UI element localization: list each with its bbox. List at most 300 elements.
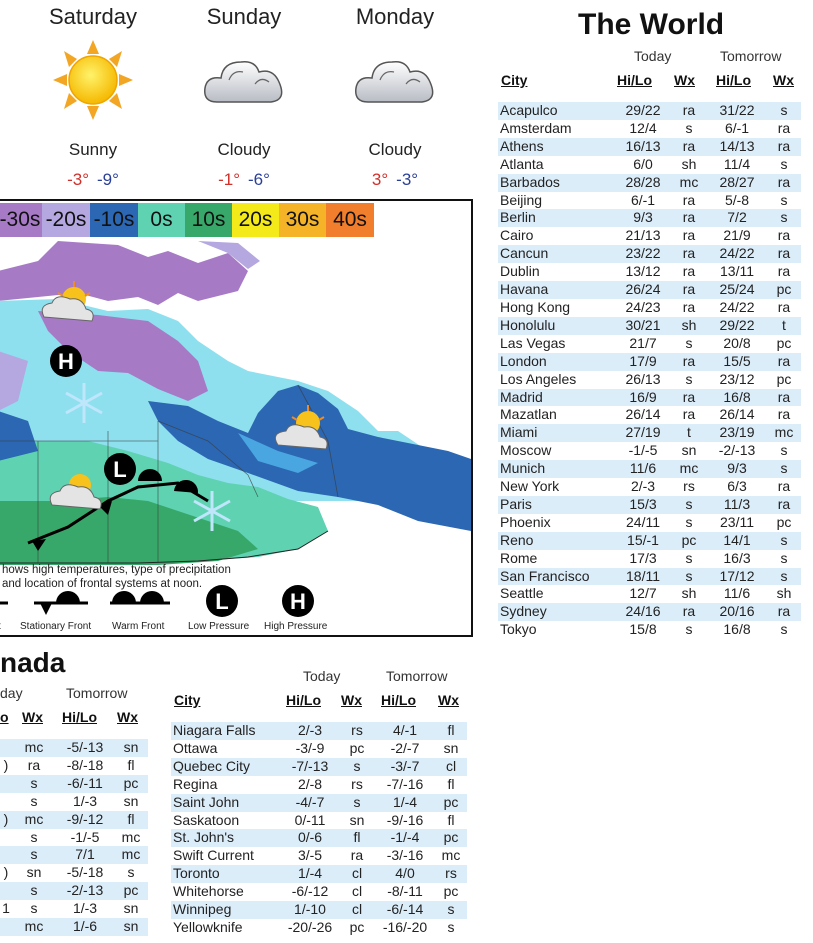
table-row xyxy=(0,846,148,864)
table-row xyxy=(498,603,801,621)
svg-text:L: L xyxy=(113,457,127,482)
table-cell: ra xyxy=(671,353,707,371)
table-cell: 29/22 xyxy=(707,317,767,335)
table-cell: Paris xyxy=(498,496,615,514)
table-row xyxy=(498,532,801,550)
map-key-symbols xyxy=(0,585,471,621)
table-cell: 15/5 xyxy=(707,353,767,371)
table-cell: sn xyxy=(443,739,459,756)
table-cell: fl xyxy=(339,829,375,847)
table-cell: s xyxy=(767,102,801,120)
table-cell: -2/-13 xyxy=(718,442,756,459)
table-cell: 6/0 xyxy=(633,155,653,172)
table-cell: mc xyxy=(12,811,56,829)
table-cell: 25/24 xyxy=(707,281,767,299)
table-cell: s xyxy=(767,568,801,586)
table-cell: -9/-16 xyxy=(386,811,424,828)
table-cell: 16/9 xyxy=(615,389,671,407)
table-cell: 9/3 xyxy=(615,209,671,227)
table-cell: 31/22 xyxy=(707,102,767,120)
table-row xyxy=(171,740,467,758)
table-cell: Mazatlan xyxy=(500,406,557,423)
table-cell: s xyxy=(671,568,707,586)
table-cell: 27/19 xyxy=(615,424,671,442)
table-cell: 1 xyxy=(2,900,10,917)
table-cell: s xyxy=(12,846,56,864)
table-row xyxy=(171,883,467,901)
table-row xyxy=(0,918,148,936)
table-cell: -5/-18 xyxy=(66,864,104,881)
table-cell: Reno xyxy=(498,532,615,550)
table-cell: 26/13 xyxy=(625,370,661,387)
table-cell: s xyxy=(435,901,467,919)
world-wx2-header: Wx xyxy=(773,72,794,88)
table-cell: 0/-11 xyxy=(294,811,326,828)
table-cell: pc xyxy=(114,882,148,900)
table-cell: 17/9 xyxy=(615,353,671,371)
canada-wx2-header: Wx xyxy=(438,692,459,708)
table-cell: 15/8 xyxy=(629,621,657,638)
table-cell: ra xyxy=(777,478,791,495)
table-cell: -8/-18 xyxy=(66,756,104,773)
forecast-high: -1° xyxy=(218,170,240,189)
table-cell: 30/21 xyxy=(615,317,671,335)
table-row xyxy=(171,919,467,937)
forecast-day-name: Saturday xyxy=(48,4,138,29)
table-cell: Berlin xyxy=(498,209,615,227)
table-cell: Ottawa xyxy=(173,739,218,756)
canada-title: nada xyxy=(0,647,66,678)
table-cell: 16/3 xyxy=(723,549,751,566)
table-cell: sn xyxy=(123,900,139,917)
table-cell: pc xyxy=(776,334,792,351)
table-cell: mc xyxy=(12,739,56,757)
table-cell: Saskatoon xyxy=(173,811,240,828)
table-cell: ra xyxy=(682,227,696,244)
forecast-sunday xyxy=(174,4,314,190)
table-cell: 13/11 xyxy=(720,263,754,280)
table-cell: ra xyxy=(671,603,707,621)
table-row xyxy=(498,424,801,442)
table-cell: ra xyxy=(777,119,791,136)
table-cell: 15/-1 xyxy=(615,532,671,550)
table-cell: 24/11 xyxy=(626,513,660,530)
table-cell: ra xyxy=(682,263,696,280)
table-cell: Dublin xyxy=(500,263,540,280)
table-cell: mc xyxy=(114,846,148,864)
table-cell: Beijing xyxy=(500,191,543,208)
table-row xyxy=(498,102,801,120)
table-row xyxy=(0,900,148,918)
table-cell: 14/13 xyxy=(707,138,767,156)
table-row xyxy=(171,865,467,883)
world-hilo2-header: Hi/Lo xyxy=(716,72,751,88)
table-cell: sh xyxy=(671,317,707,335)
table-cell: -7/-13 xyxy=(281,758,339,776)
table-row xyxy=(171,901,467,919)
map-caption-line: hows high temperatures, type of precipitation xyxy=(2,564,231,576)
table-cell: rs xyxy=(435,865,467,883)
table-cell: 12/4 xyxy=(629,119,657,136)
table-cell: 6/-1 xyxy=(630,191,656,208)
table-cell: t xyxy=(671,424,707,442)
table-cell: s xyxy=(12,882,56,900)
table-row xyxy=(0,829,148,847)
table-row xyxy=(498,514,801,532)
legend-item: 40s xyxy=(326,203,374,237)
table-cell: 5/-8 xyxy=(724,191,750,208)
table-cell: ra xyxy=(767,138,801,156)
table-cell: 6/3 xyxy=(727,478,747,495)
table-cell: pc xyxy=(435,794,467,812)
table-cell: pc xyxy=(114,775,148,793)
table-cell: pc xyxy=(671,532,707,550)
table-cell: fl xyxy=(447,775,455,792)
forecast-low: -3° xyxy=(396,170,419,189)
table-cell xyxy=(0,882,12,900)
table-cell xyxy=(0,918,12,936)
forecast-low: -6° xyxy=(248,170,270,189)
low-pressure-label: Low Pressure xyxy=(188,621,250,632)
table-row xyxy=(0,775,148,793)
table-cell: 15/3 xyxy=(615,496,671,514)
svg-text:H: H xyxy=(58,349,74,374)
table-row xyxy=(171,758,467,776)
table-cell: -2/-13 xyxy=(56,882,114,900)
table-cell: ra xyxy=(671,102,707,120)
table-cell: 18/11 xyxy=(615,568,671,586)
table-row xyxy=(498,209,801,227)
table-cell: 2/-8 xyxy=(297,775,323,792)
table-cell: Cancun xyxy=(498,245,615,263)
table-row xyxy=(498,406,801,424)
table-cell: mc xyxy=(441,847,461,864)
table-row xyxy=(171,776,467,794)
table-cell: 0/-6 xyxy=(281,829,339,847)
cold-front-label xyxy=(0,621,1,632)
table-cell: ra xyxy=(777,263,791,280)
table-row xyxy=(498,174,801,192)
table-cell: -6/-14 xyxy=(375,901,435,919)
canada-right-table xyxy=(171,722,467,937)
table-cell: Los Angeles xyxy=(500,370,577,387)
table-cell: cl xyxy=(351,883,363,900)
table-cell: cl xyxy=(339,865,375,883)
table-cell: San Francisco xyxy=(498,568,615,586)
forecast-high: -3° xyxy=(67,170,89,189)
table-cell: 4/-1 xyxy=(375,722,435,740)
table-cell: Toronto xyxy=(171,865,281,883)
legend-item: -30s xyxy=(0,203,42,237)
table-cell: Niagara Falls xyxy=(171,722,281,740)
table-row xyxy=(498,460,801,478)
table-cell: rs xyxy=(339,722,375,740)
table-cell: -6/-11 xyxy=(56,775,114,793)
table-cell: 24/16 xyxy=(615,603,671,621)
table-cell: mc xyxy=(671,174,707,192)
table-row xyxy=(498,550,801,568)
table-cell: 11/3 xyxy=(707,496,767,514)
table-cell: Tokyo xyxy=(500,621,537,638)
table-cell: s xyxy=(780,191,788,208)
sun-icon xyxy=(48,40,138,120)
table-cell: s xyxy=(30,792,38,809)
table-cell: pc xyxy=(349,739,365,756)
world-title: The World xyxy=(578,8,725,41)
table-cell: 24/22 xyxy=(707,245,767,263)
table-row xyxy=(498,371,801,389)
table-row xyxy=(498,478,801,496)
table-cell: 23/22 xyxy=(615,245,671,263)
table-cell: ) xyxy=(0,811,12,829)
table-cell: 24/22 xyxy=(719,298,755,315)
forecast-saturday xyxy=(23,4,163,190)
table-cell: Las Vegas xyxy=(500,334,566,351)
table-cell: 23/11 xyxy=(720,513,754,530)
canada-hilo2-header: Hi/Lo xyxy=(381,692,416,708)
forecast-high: 3° xyxy=(371,170,389,189)
table-row xyxy=(498,496,801,514)
table-row xyxy=(498,621,801,639)
legend-item: 30s xyxy=(279,203,326,237)
table-cell: ra xyxy=(671,138,707,156)
table-cell: s xyxy=(671,496,707,514)
table-cell: 16/8 xyxy=(707,389,767,407)
table-cell xyxy=(0,739,12,757)
high-pressure-label: High Pressure xyxy=(264,621,328,632)
table-cell: ra xyxy=(767,603,801,621)
table-cell: s xyxy=(685,370,693,387)
table-row xyxy=(498,245,801,263)
table-cell: 12/7 xyxy=(629,585,657,602)
table-cell: sh xyxy=(776,585,792,602)
cloud-icon xyxy=(199,40,289,120)
table-cell: sh xyxy=(681,155,697,172)
table-cell: ra xyxy=(671,281,707,299)
canada-right-today: Today xyxy=(303,668,341,684)
table-cell xyxy=(0,793,12,811)
table-cell: Miami xyxy=(498,424,615,442)
table-cell: 1/-4 xyxy=(281,865,339,883)
table-cell: s xyxy=(30,900,38,917)
table-cell: 4/0 xyxy=(375,865,435,883)
table-cell: fl xyxy=(114,811,148,829)
table-cell: -1/-5 xyxy=(70,828,100,845)
table-cell: ra xyxy=(777,227,791,244)
table-cell: -16/-20 xyxy=(382,918,428,935)
canada-weather-map xyxy=(0,199,473,637)
table-cell: pc xyxy=(776,370,792,387)
table-cell: 26/14 xyxy=(625,406,661,423)
table-cell: 23/12 xyxy=(719,370,755,387)
table-cell: s xyxy=(12,775,56,793)
table-cell: ra xyxy=(682,406,696,423)
canada-city-header: City xyxy=(174,692,201,708)
table-cell: mc xyxy=(12,918,56,936)
table-cell: 7/1 xyxy=(56,846,114,864)
table-cell: 1/-4 xyxy=(375,794,435,812)
table-cell: Havana xyxy=(498,281,615,299)
forecast-day-name: Monday xyxy=(355,4,435,29)
table-cell: s xyxy=(685,119,693,136)
table-cell: 11/6 xyxy=(723,585,751,602)
svg-text:H: H xyxy=(290,589,306,614)
table-cell: sn xyxy=(26,864,42,881)
table-cell: Seattle xyxy=(500,585,544,602)
table-cell: 17/12 xyxy=(707,568,767,586)
canada-left-wx-header: Wx xyxy=(22,709,43,725)
table-cell: -2/-7 xyxy=(390,739,420,756)
table-cell: s xyxy=(685,513,693,530)
table-cell: 11/6 xyxy=(615,460,671,478)
table-cell: s xyxy=(447,918,455,935)
table-row xyxy=(171,794,467,812)
stationary-front-label: Stationary Front xyxy=(20,621,92,632)
table-cell: s xyxy=(780,621,788,638)
world-today-header: Today xyxy=(634,48,672,64)
canada-hilo-header: Hi/Lo xyxy=(286,692,321,708)
table-cell: Athens xyxy=(498,138,615,156)
table-cell: 29/22 xyxy=(615,102,671,120)
table-cell: s xyxy=(339,794,375,812)
canada-left-today: day xyxy=(0,685,23,701)
table-row xyxy=(0,757,148,775)
table-cell: 24/23 xyxy=(625,298,661,315)
legend-item: 20s xyxy=(232,203,279,237)
table-cell: -5/-13 xyxy=(56,739,114,757)
table-cell: -4/-7 xyxy=(281,794,339,812)
canada-right-tomorrow: Tomorrow xyxy=(386,668,448,684)
forecast-day-name: Sunday xyxy=(206,4,282,29)
table-row xyxy=(498,585,801,603)
table-cell: 21/13 xyxy=(625,227,661,244)
table-cell: 1/-3 xyxy=(72,792,98,809)
table-row xyxy=(0,793,148,811)
table-cell: Phoenix xyxy=(500,513,551,530)
legend-item: -10s xyxy=(90,203,138,237)
table-cell: sh xyxy=(681,585,697,602)
table-cell: ) xyxy=(3,756,9,773)
table-cell: Swift Current xyxy=(173,847,254,864)
table-cell: 21/7 xyxy=(629,334,657,351)
canada-left-wx2-header: Wx xyxy=(117,709,138,725)
table-cell: sn xyxy=(114,739,148,757)
table-cell: ra xyxy=(682,298,696,315)
table-row xyxy=(498,281,801,299)
table-cell: Moscow xyxy=(500,442,552,459)
table-row xyxy=(171,829,467,847)
table-cell: 2/-3 xyxy=(281,722,339,740)
table-cell: sn xyxy=(114,918,148,936)
table-cell: 6/-1 xyxy=(724,119,750,136)
table-cell: mc xyxy=(767,424,801,442)
forecast-monday xyxy=(325,4,465,190)
table-cell: St. John's xyxy=(171,829,281,847)
table-cell: 17/3 xyxy=(629,549,657,566)
table-cell: s xyxy=(780,549,788,566)
world-tomorrow-header: Tomorrow xyxy=(720,48,782,64)
table-cell: ra xyxy=(350,847,364,864)
table-cell: s xyxy=(767,532,801,550)
table-cell: Whitehorse xyxy=(173,883,244,900)
table-cell: Cairo xyxy=(500,227,534,244)
table-cell: s xyxy=(780,442,788,459)
table-cell: rs xyxy=(683,478,695,495)
table-cell: fl xyxy=(127,756,135,773)
canada-left-table xyxy=(0,739,148,936)
table-cell: s xyxy=(780,155,788,172)
world-city-header: City xyxy=(501,72,528,88)
table-cell: 1/-10 xyxy=(281,901,339,919)
table-cell: -6/-12 xyxy=(291,883,329,900)
table-cell: ) xyxy=(3,864,9,881)
table-cell: sn xyxy=(681,442,697,459)
table-cell: ra xyxy=(671,245,707,263)
table-cell: Hong Kong xyxy=(500,298,571,315)
table-row xyxy=(498,263,801,281)
table-cell: -8/-11 xyxy=(387,883,423,900)
table-cell: London xyxy=(498,353,615,371)
table-cell xyxy=(0,775,12,793)
legend-item: 10s xyxy=(185,203,232,237)
table-cell: -1/-4 xyxy=(375,829,435,847)
table-cell: ra xyxy=(767,496,801,514)
forecast-low: -9° xyxy=(97,170,119,189)
table-cell: sn xyxy=(123,792,139,809)
canada-wx-header: Wx xyxy=(341,692,362,708)
table-cell: 20/8 xyxy=(723,334,751,351)
table-cell: Acapulco xyxy=(498,102,615,120)
canada-left-tomorrow: Tomorrow xyxy=(66,685,128,701)
table-cell: ra xyxy=(671,389,707,407)
table-cell: 7/2 xyxy=(707,209,767,227)
temperature-legend xyxy=(0,203,374,237)
table-cell: ra xyxy=(777,406,791,423)
table-row xyxy=(0,811,148,829)
table-cell: mc xyxy=(671,460,707,478)
table-cell: 1/-6 xyxy=(56,918,114,936)
table-cell: sn xyxy=(349,811,365,828)
table-cell: pc xyxy=(776,513,792,530)
table-cell: Yellowknife xyxy=(173,918,243,935)
table-cell: fl xyxy=(435,722,467,740)
table-row xyxy=(171,847,467,865)
table-cell: ra xyxy=(671,209,707,227)
forecast-condition: Sunny xyxy=(68,140,118,159)
table-cell: Quebec City xyxy=(171,758,281,776)
table-row xyxy=(0,882,148,900)
table-cell: 16/8 xyxy=(723,621,751,638)
map-caption-line: and location of frontal systems at noon. xyxy=(2,578,203,590)
table-cell: cl xyxy=(435,758,467,776)
table-cell: 11/4 xyxy=(723,155,751,172)
table-cell: pc xyxy=(435,829,467,847)
canada-left-hilo-header: o xyxy=(0,709,9,725)
table-cell: 1/-3 xyxy=(72,900,98,917)
table-cell: Barbados xyxy=(498,174,615,192)
table-cell: s xyxy=(339,758,375,776)
table-cell: -20/-26 xyxy=(287,918,333,935)
table-row xyxy=(498,568,801,586)
table-cell: 2/-3 xyxy=(630,478,656,495)
table-cell: s xyxy=(30,828,38,845)
table-cell: ra xyxy=(767,174,801,192)
table-cell: 26/14 xyxy=(719,406,755,423)
table-row xyxy=(498,156,801,174)
table-row xyxy=(171,722,467,740)
table-row xyxy=(498,120,801,138)
table-cell: cl xyxy=(339,901,375,919)
